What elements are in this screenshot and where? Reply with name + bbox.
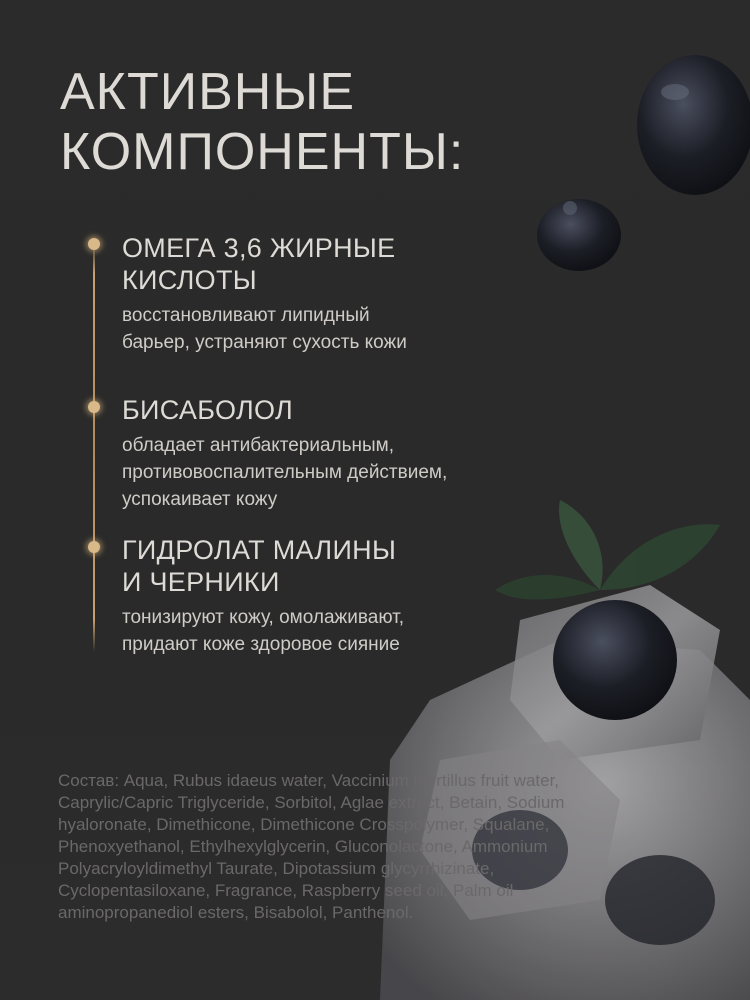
component-description xyxy=(122,302,542,356)
component-description xyxy=(122,432,542,513)
component-title-line: БИСАБОЛОЛ xyxy=(122,395,293,425)
component-title xyxy=(122,394,542,426)
timeline-dot-1 xyxy=(88,238,100,250)
component-title-line: КИСЛОТЫ xyxy=(122,265,257,295)
composition-line: Polyacryloyldimethyl Taurate, Dipotassium glycyrrhizinate, xyxy=(58,859,495,878)
component-title-line: ОМЕГА 3,6 ЖИРНЫЕ xyxy=(122,233,396,263)
blueberry-small xyxy=(537,199,621,271)
component-item-bisabolol xyxy=(122,394,542,513)
component-title xyxy=(122,534,542,598)
component-item-hydrolate xyxy=(122,534,542,658)
timeline-dot-3 xyxy=(88,541,100,553)
timeline-dot-2 xyxy=(88,401,100,413)
page-title xyxy=(60,62,464,182)
title-line-1: АКТИВНЫЕ xyxy=(60,63,356,121)
component-title xyxy=(122,232,542,296)
component-description-line: восстановливают липидный xyxy=(122,305,370,326)
component-description xyxy=(122,604,542,658)
component-description-line: придают коже здоровое сияние xyxy=(122,634,400,655)
composition-line: Phenoxyethanol, Ethylhexylglycerin, Gluconolactone, Ammonium xyxy=(58,837,548,856)
component-description-line: успокаивает кожу xyxy=(122,489,278,510)
component-title-line: И ЧЕРНИКИ xyxy=(122,567,280,597)
composition-line: aminopropanediol esters, Bisabolol, Panthenol. xyxy=(58,903,414,922)
component-description-line: барьер, устраняют сухость кожи xyxy=(122,332,407,353)
component-description-line: противовоспалительным действием, xyxy=(122,462,448,483)
component-description-line: тонизируют кожу, омолаживают, xyxy=(122,607,405,628)
timeline-line xyxy=(93,240,95,652)
title-line-2: КОМПОНЕНТЫ: xyxy=(60,123,465,181)
ingredients-composition xyxy=(58,770,698,924)
component-item-omega xyxy=(122,232,542,356)
composition-line: Состав: Aqua, Rubus idaeus water, Vaccinium myrtillus fruit water, xyxy=(58,771,560,790)
blueberry-large xyxy=(637,55,750,195)
component-title-line: ГИДРОЛАТ МАЛИНЫ xyxy=(122,535,397,565)
composition-line: hyaloronate, Dimethicone, Dimethicone Crosspolymer, Squalane, xyxy=(58,815,550,834)
composition-line: Caprylic/Capric Triglyceride, Sorbitol, Aglae extract, Betain, Sodium xyxy=(58,793,565,812)
composition-line: Cyclopentasiloxane, Fragrance, Raspberry seed oil, Palm oil xyxy=(58,881,514,900)
component-description-line: обладает антибактериальным, xyxy=(122,435,395,456)
